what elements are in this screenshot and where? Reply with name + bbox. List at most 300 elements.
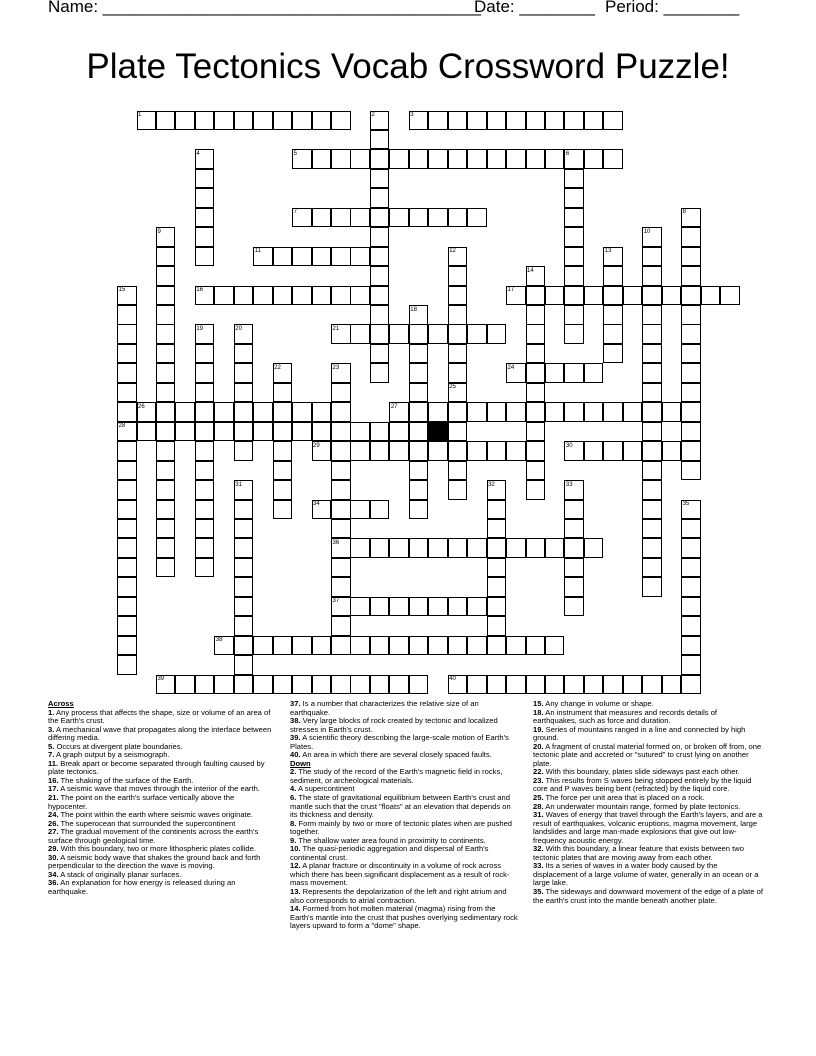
grid-cell[interactable] bbox=[564, 558, 584, 578]
grid-cell[interactable] bbox=[642, 500, 662, 520]
grid-cell[interactable] bbox=[312, 286, 332, 306]
grid-cell[interactable] bbox=[681, 441, 701, 461]
grid-cell[interactable] bbox=[428, 441, 448, 461]
grid-cell[interactable] bbox=[234, 519, 254, 539]
grid-cell[interactable] bbox=[350, 500, 370, 520]
grid-cell[interactable] bbox=[214, 422, 234, 442]
grid-cell[interactable] bbox=[526, 149, 546, 169]
grid-cell[interactable] bbox=[331, 500, 351, 520]
grid-cell[interactable] bbox=[350, 208, 370, 228]
grid-cell[interactable] bbox=[564, 266, 584, 286]
grid-cell[interactable] bbox=[156, 519, 176, 539]
grid-cell[interactable] bbox=[681, 402, 701, 422]
grid-cell[interactable] bbox=[545, 286, 565, 306]
grid-cell[interactable] bbox=[506, 636, 526, 656]
grid-cell[interactable] bbox=[409, 538, 429, 558]
grid-cell[interactable] bbox=[117, 344, 137, 364]
grid-cell[interactable] bbox=[448, 422, 468, 442]
grid-cell[interactable] bbox=[564, 247, 584, 267]
grid-cell[interactable] bbox=[253, 675, 273, 695]
grid-cell[interactable] bbox=[564, 675, 584, 695]
grid-cell[interactable] bbox=[448, 402, 468, 422]
grid-cell[interactable] bbox=[487, 577, 507, 597]
grid-cell[interactable] bbox=[117, 558, 137, 578]
grid-cell[interactable] bbox=[350, 286, 370, 306]
grid-cell[interactable] bbox=[273, 383, 293, 403]
grid-cell[interactable] bbox=[234, 558, 254, 578]
grid-cell[interactable] bbox=[331, 422, 351, 442]
grid-cell[interactable] bbox=[467, 402, 487, 422]
grid-cell[interactable] bbox=[234, 636, 254, 656]
grid-cell[interactable] bbox=[545, 636, 565, 656]
grid-cell[interactable] bbox=[292, 247, 312, 267]
grid-cell[interactable] bbox=[681, 247, 701, 267]
grid-cell[interactable] bbox=[603, 402, 623, 422]
date-field[interactable]: Date: ________ bbox=[474, 0, 595, 16]
grid-cell[interactable] bbox=[467, 675, 487, 695]
grid-cell[interactable] bbox=[350, 324, 370, 344]
grid-cell[interactable] bbox=[370, 324, 390, 344]
grid-cell[interactable] bbox=[642, 266, 662, 286]
grid-cell[interactable] bbox=[623, 402, 643, 422]
grid-cell[interactable] bbox=[331, 441, 351, 461]
grid-cell[interactable] bbox=[234, 675, 254, 695]
grid-cell[interactable] bbox=[234, 597, 254, 617]
grid-cell[interactable] bbox=[389, 149, 409, 169]
grid-cell[interactable] bbox=[370, 149, 390, 169]
grid-cell[interactable] bbox=[487, 597, 507, 617]
grid-cell[interactable] bbox=[526, 305, 546, 325]
grid-cell[interactable] bbox=[312, 402, 332, 422]
grid-cell[interactable] bbox=[312, 111, 332, 131]
grid-cell[interactable] bbox=[273, 500, 293, 520]
grid-cell[interactable] bbox=[564, 305, 584, 325]
grid-cell[interactable] bbox=[234, 616, 254, 636]
grid-cell[interactable] bbox=[156, 111, 176, 131]
grid-cell[interactable] bbox=[506, 675, 526, 695]
grid-cell[interactable] bbox=[506, 111, 526, 131]
grid-cell[interactable] bbox=[526, 461, 546, 481]
grid-cell[interactable] bbox=[117, 480, 137, 500]
grid-cell[interactable] bbox=[234, 402, 254, 422]
grid-cell[interactable] bbox=[526, 441, 546, 461]
grid-cell[interactable] bbox=[564, 227, 584, 247]
grid-cell[interactable] bbox=[642, 519, 662, 539]
grid-cell[interactable] bbox=[526, 636, 546, 656]
grid-cell[interactable] bbox=[253, 111, 273, 131]
grid-cell[interactable] bbox=[526, 383, 546, 403]
grid-cell[interactable] bbox=[273, 636, 293, 656]
grid-cell[interactable] bbox=[642, 441, 662, 461]
grid-cell[interactable] bbox=[195, 519, 215, 539]
grid-cell[interactable] bbox=[506, 402, 526, 422]
grid-cell[interactable] bbox=[234, 538, 254, 558]
grid-cell[interactable] bbox=[117, 305, 137, 325]
grid-cell[interactable] bbox=[292, 402, 312, 422]
grid-cell[interactable] bbox=[195, 227, 215, 247]
grid-cell[interactable] bbox=[214, 675, 234, 695]
grid-cell[interactable] bbox=[350, 675, 370, 695]
grid-cell[interactable] bbox=[584, 111, 604, 131]
grid-cell[interactable] bbox=[642, 286, 662, 306]
grid-cell[interactable] bbox=[370, 227, 390, 247]
grid-cell[interactable] bbox=[448, 480, 468, 500]
grid-cell[interactable] bbox=[117, 500, 137, 520]
grid-cell[interactable] bbox=[370, 188, 390, 208]
grid-cell[interactable] bbox=[253, 636, 273, 656]
grid-cell[interactable] bbox=[642, 538, 662, 558]
grid-cell[interactable] bbox=[117, 538, 137, 558]
grid-cell[interactable] bbox=[156, 422, 176, 442]
grid-cell[interactable] bbox=[564, 286, 584, 306]
grid-cell[interactable] bbox=[370, 305, 390, 325]
grid-cell[interactable] bbox=[350, 538, 370, 558]
grid-cell[interactable] bbox=[350, 422, 370, 442]
grid-cell[interactable] bbox=[681, 616, 701, 636]
grid-cell[interactable] bbox=[350, 247, 370, 267]
grid-cell[interactable] bbox=[370, 266, 390, 286]
grid-cell[interactable] bbox=[370, 422, 390, 442]
grid-cell[interactable] bbox=[545, 363, 565, 383]
grid-cell[interactable] bbox=[117, 441, 137, 461]
grid-cell[interactable] bbox=[467, 324, 487, 344]
grid-cell[interactable] bbox=[156, 383, 176, 403]
grid-cell[interactable] bbox=[331, 616, 351, 636]
period-field[interactable]: Period: ________ bbox=[605, 0, 740, 16]
grid-cell[interactable] bbox=[370, 208, 390, 228]
grid-cell[interactable] bbox=[564, 538, 584, 558]
grid-cell[interactable] bbox=[312, 149, 332, 169]
grid-cell[interactable] bbox=[214, 402, 234, 422]
grid-cell[interactable] bbox=[312, 422, 332, 442]
grid-cell[interactable] bbox=[409, 402, 429, 422]
grid-cell[interactable] bbox=[175, 675, 195, 695]
grid-cell[interactable] bbox=[681, 558, 701, 578]
grid-cell[interactable] bbox=[312, 208, 332, 228]
grid-cell[interactable] bbox=[331, 383, 351, 403]
grid-cell[interactable] bbox=[331, 636, 351, 656]
grid-cell[interactable] bbox=[448, 597, 468, 617]
grid-cell[interactable] bbox=[467, 538, 487, 558]
grid-cell[interactable] bbox=[389, 538, 409, 558]
grid-cell[interactable] bbox=[331, 675, 351, 695]
grid-cell[interactable] bbox=[642, 363, 662, 383]
grid-cell[interactable] bbox=[195, 111, 215, 131]
grid-cell[interactable] bbox=[428, 597, 448, 617]
grid-cell[interactable] bbox=[487, 538, 507, 558]
grid-cell[interactable] bbox=[409, 636, 429, 656]
grid-cell[interactable] bbox=[487, 441, 507, 461]
grid-cell[interactable] bbox=[448, 149, 468, 169]
grid-cell[interactable] bbox=[331, 208, 351, 228]
grid-cell[interactable] bbox=[487, 558, 507, 578]
grid-cell[interactable] bbox=[156, 402, 176, 422]
grid-cell[interactable] bbox=[234, 422, 254, 442]
grid-cell[interactable] bbox=[195, 500, 215, 520]
grid-cell[interactable] bbox=[584, 538, 604, 558]
grid-cell[interactable] bbox=[292, 422, 312, 442]
grid-cell[interactable] bbox=[350, 597, 370, 617]
grid-cell[interactable] bbox=[156, 344, 176, 364]
grid-cell[interactable] bbox=[564, 363, 584, 383]
grid-cell[interactable] bbox=[564, 577, 584, 597]
grid-cell[interactable] bbox=[312, 636, 332, 656]
grid-cell[interactable] bbox=[545, 149, 565, 169]
grid-cell[interactable] bbox=[331, 519, 351, 539]
grid-cell[interactable] bbox=[564, 597, 584, 617]
grid-cell[interactable] bbox=[156, 441, 176, 461]
grid-cell[interactable] bbox=[487, 636, 507, 656]
grid-cell[interactable] bbox=[409, 383, 429, 403]
grid-cell[interactable] bbox=[448, 305, 468, 325]
grid-cell[interactable] bbox=[117, 616, 137, 636]
grid-cell[interactable] bbox=[701, 286, 721, 306]
grid-cell[interactable] bbox=[234, 111, 254, 131]
grid-cell[interactable] bbox=[137, 422, 157, 442]
grid-cell[interactable] bbox=[370, 363, 390, 383]
grid-cell[interactable] bbox=[156, 363, 176, 383]
grid-cell[interactable] bbox=[409, 675, 429, 695]
grid-cell[interactable] bbox=[409, 324, 429, 344]
grid-cell[interactable] bbox=[564, 169, 584, 189]
grid-cell[interactable] bbox=[603, 286, 623, 306]
grid-cell[interactable] bbox=[642, 675, 662, 695]
grid-cell[interactable] bbox=[117, 324, 137, 344]
grid-cell[interactable] bbox=[545, 538, 565, 558]
grid-cell[interactable] bbox=[117, 402, 137, 422]
grid-cell[interactable] bbox=[331, 247, 351, 267]
grid-cell[interactable] bbox=[487, 675, 507, 695]
grid-cell[interactable] bbox=[603, 305, 623, 325]
grid-cell[interactable] bbox=[467, 636, 487, 656]
grid-cell[interactable] bbox=[487, 149, 507, 169]
grid-cell[interactable] bbox=[662, 402, 682, 422]
grid-cell[interactable] bbox=[331, 402, 351, 422]
grid-cell[interactable] bbox=[389, 422, 409, 442]
grid-cell[interactable] bbox=[409, 480, 429, 500]
grid-cell[interactable] bbox=[681, 266, 701, 286]
grid-cell[interactable] bbox=[681, 344, 701, 364]
grid-cell[interactable] bbox=[506, 538, 526, 558]
grid-cell[interactable] bbox=[175, 402, 195, 422]
grid-cell[interactable] bbox=[117, 383, 137, 403]
grid-cell[interactable] bbox=[273, 286, 293, 306]
grid-cell[interactable] bbox=[584, 149, 604, 169]
grid-cell[interactable] bbox=[195, 208, 215, 228]
grid-cell[interactable] bbox=[428, 636, 448, 656]
grid-cell[interactable] bbox=[409, 500, 429, 520]
grid-cell[interactable] bbox=[448, 286, 468, 306]
grid-cell[interactable] bbox=[234, 655, 254, 675]
grid-cell[interactable] bbox=[331, 111, 351, 131]
grid-cell[interactable] bbox=[545, 402, 565, 422]
grid-cell[interactable] bbox=[681, 636, 701, 656]
grid-cell[interactable] bbox=[428, 538, 448, 558]
grid-cell[interactable] bbox=[331, 558, 351, 578]
grid-cell[interactable] bbox=[467, 597, 487, 617]
grid-cell[interactable] bbox=[681, 577, 701, 597]
grid-cell[interactable] bbox=[370, 538, 390, 558]
grid-cell[interactable] bbox=[273, 441, 293, 461]
grid-cell[interactable] bbox=[681, 363, 701, 383]
grid-cell[interactable] bbox=[195, 247, 215, 267]
grid-cell[interactable] bbox=[564, 111, 584, 131]
grid-cell[interactable] bbox=[642, 344, 662, 364]
grid-cell[interactable] bbox=[292, 675, 312, 695]
grid-cell[interactable] bbox=[448, 344, 468, 364]
grid-cell[interactable] bbox=[526, 538, 546, 558]
grid-cell[interactable] bbox=[195, 461, 215, 481]
grid-cell[interactable] bbox=[681, 422, 701, 442]
grid-cell[interactable] bbox=[603, 324, 623, 344]
grid-cell[interactable] bbox=[642, 305, 662, 325]
grid-cell[interactable] bbox=[467, 441, 487, 461]
grid-cell[interactable] bbox=[389, 324, 409, 344]
grid-cell[interactable] bbox=[642, 324, 662, 344]
grid-cell[interactable] bbox=[681, 538, 701, 558]
grid-cell[interactable] bbox=[467, 149, 487, 169]
grid-cell[interactable] bbox=[156, 286, 176, 306]
grid-cell[interactable] bbox=[195, 675, 215, 695]
grid-cell[interactable] bbox=[331, 480, 351, 500]
grid-cell[interactable] bbox=[526, 111, 546, 131]
grid-cell[interactable] bbox=[350, 149, 370, 169]
grid-cell[interactable] bbox=[662, 441, 682, 461]
grid-cell[interactable] bbox=[156, 500, 176, 520]
grid-cell[interactable] bbox=[564, 324, 584, 344]
grid-cell[interactable] bbox=[642, 247, 662, 267]
grid-cell[interactable] bbox=[681, 597, 701, 617]
grid-cell[interactable] bbox=[370, 597, 390, 617]
grid-cell[interactable] bbox=[409, 149, 429, 169]
grid-cell[interactable] bbox=[681, 286, 701, 306]
grid-cell[interactable] bbox=[195, 363, 215, 383]
grid-cell[interactable] bbox=[526, 286, 546, 306]
grid-cell[interactable] bbox=[428, 208, 448, 228]
grid-cell[interactable] bbox=[526, 480, 546, 500]
grid-cell[interactable] bbox=[409, 461, 429, 481]
grid-cell[interactable] bbox=[623, 286, 643, 306]
grid-cell[interactable] bbox=[642, 558, 662, 578]
grid-cell[interactable] bbox=[487, 111, 507, 131]
grid-cell[interactable] bbox=[428, 402, 448, 422]
grid-cell[interactable] bbox=[234, 383, 254, 403]
grid-cell[interactable] bbox=[642, 577, 662, 597]
grid-cell[interactable] bbox=[526, 344, 546, 364]
grid-cell[interactable] bbox=[545, 675, 565, 695]
grid-cell[interactable] bbox=[117, 577, 137, 597]
grid-cell[interactable] bbox=[662, 675, 682, 695]
grid-cell[interactable] bbox=[273, 247, 293, 267]
grid-cell[interactable] bbox=[448, 441, 468, 461]
grid-cell[interactable] bbox=[681, 305, 701, 325]
grid-cell[interactable] bbox=[681, 461, 701, 481]
grid-cell[interactable] bbox=[409, 208, 429, 228]
grid-cell[interactable] bbox=[487, 402, 507, 422]
grid-cell[interactable] bbox=[389, 208, 409, 228]
grid-cell[interactable] bbox=[720, 286, 740, 306]
grid-cell[interactable] bbox=[564, 208, 584, 228]
grid-cell[interactable] bbox=[234, 344, 254, 364]
grid-cell[interactable] bbox=[603, 266, 623, 286]
grid-cell[interactable] bbox=[623, 675, 643, 695]
grid-cell[interactable] bbox=[448, 461, 468, 481]
grid-cell[interactable] bbox=[681, 227, 701, 247]
grid-cell[interactable] bbox=[467, 208, 487, 228]
grid-cell[interactable] bbox=[662, 286, 682, 306]
grid-cell[interactable] bbox=[584, 402, 604, 422]
grid-cell[interactable] bbox=[428, 149, 448, 169]
grid-cell[interactable] bbox=[448, 538, 468, 558]
grid-cell[interactable] bbox=[331, 461, 351, 481]
grid-cell[interactable] bbox=[564, 402, 584, 422]
grid-cell[interactable] bbox=[506, 149, 526, 169]
grid-cell[interactable] bbox=[175, 111, 195, 131]
grid-cell[interactable] bbox=[506, 441, 526, 461]
grid-cell[interactable] bbox=[584, 441, 604, 461]
grid-cell[interactable] bbox=[195, 383, 215, 403]
grid-cell[interactable] bbox=[545, 111, 565, 131]
grid-cell[interactable] bbox=[273, 422, 293, 442]
grid-cell[interactable] bbox=[156, 538, 176, 558]
grid-cell[interactable] bbox=[448, 266, 468, 286]
grid-cell[interactable] bbox=[331, 149, 351, 169]
grid-cell[interactable] bbox=[409, 441, 429, 461]
grid-cell[interactable] bbox=[681, 655, 701, 675]
grid-cell[interactable] bbox=[584, 286, 604, 306]
grid-cell[interactable] bbox=[409, 597, 429, 617]
grid-cell[interactable] bbox=[370, 344, 390, 364]
grid-cell[interactable] bbox=[467, 111, 487, 131]
grid-cell[interactable] bbox=[156, 558, 176, 578]
name-field[interactable]: Name: ________________________________________ bbox=[48, 0, 481, 16]
grid-cell[interactable] bbox=[292, 286, 312, 306]
grid-cell[interactable] bbox=[175, 422, 195, 442]
grid-cell[interactable] bbox=[681, 383, 701, 403]
grid-cell[interactable] bbox=[370, 500, 390, 520]
grid-cell[interactable] bbox=[234, 363, 254, 383]
grid-cell[interactable] bbox=[292, 111, 312, 131]
grid-cell[interactable] bbox=[389, 675, 409, 695]
grid-cell[interactable] bbox=[273, 675, 293, 695]
grid-cell[interactable] bbox=[681, 675, 701, 695]
grid-cell[interactable] bbox=[603, 149, 623, 169]
grid-cell[interactable] bbox=[195, 558, 215, 578]
grid-cell[interactable] bbox=[234, 500, 254, 520]
grid-cell[interactable] bbox=[117, 461, 137, 481]
grid-cell[interactable] bbox=[428, 111, 448, 131]
grid-cell[interactable] bbox=[448, 636, 468, 656]
grid-cell[interactable] bbox=[370, 169, 390, 189]
grid-cell[interactable] bbox=[195, 480, 215, 500]
grid-cell[interactable] bbox=[409, 363, 429, 383]
grid-cell[interactable] bbox=[195, 402, 215, 422]
grid-cell[interactable] bbox=[156, 324, 176, 344]
grid-cell[interactable] bbox=[331, 577, 351, 597]
grid-cell[interactable] bbox=[253, 402, 273, 422]
grid-cell[interactable] bbox=[603, 111, 623, 131]
grid-cell[interactable] bbox=[370, 247, 390, 267]
grid-cell[interactable] bbox=[195, 441, 215, 461]
grid-cell[interactable] bbox=[234, 286, 254, 306]
grid-cell[interactable] bbox=[117, 597, 137, 617]
grid-cell[interactable] bbox=[642, 461, 662, 481]
grid-cell[interactable] bbox=[642, 383, 662, 403]
grid-cell[interactable] bbox=[117, 636, 137, 656]
grid-cell[interactable] bbox=[195, 422, 215, 442]
grid-cell[interactable] bbox=[156, 266, 176, 286]
grid-cell[interactable] bbox=[292, 636, 312, 656]
